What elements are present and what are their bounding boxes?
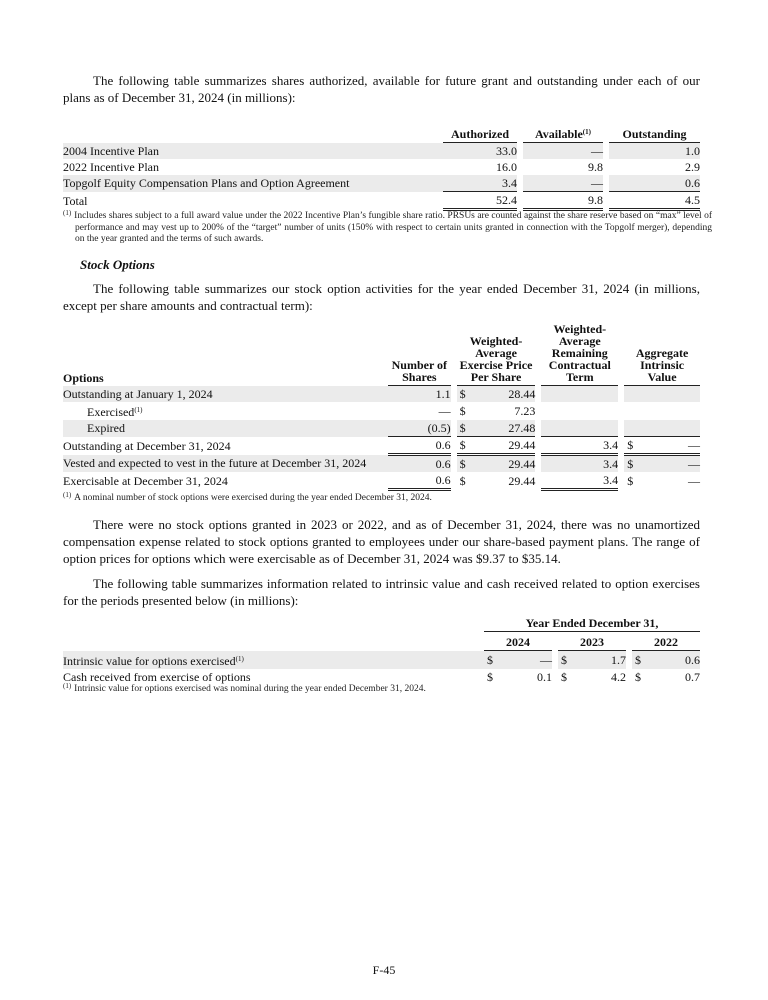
- header-exercise-price: Weighted- Average Exercise Price Per Share: [457, 323, 536, 386]
- header-number-of-shares: Number of Shares: [388, 323, 451, 386]
- header-contractual-term: Weighted- Average Remaining Contractual Term: [541, 323, 618, 386]
- intrinsic-footnote: $^{(1)}$ Intrinsic value for options exercised was nominal during the year ended December 31, 2024.: [63, 682, 426, 694]
- table-row: Cash received from exercise of options $ 0.1 $ 4.2 $ 0.7: [63, 669, 700, 684]
- paragraph-no-grants: There were no stock options granted in 2023 or 2022, and as of December 31, 2024, there was no unamortized compensation expense related to stock options granted to employees under our share-based payment plans. The range of option prices for options which were exercisable as of December 31, 2024 was $9.37 to $35.14.: [63, 517, 700, 566]
- header-intrinsic-value: Aggregate Intrinsic Value: [624, 323, 700, 386]
- intro-paragraph-plans: The following table summarizes shares authorized, available for future grant and outstanding under each of our plans as of December 31, 2024 (in millions):: [63, 73, 700, 105]
- header-authorized: Authorized: [443, 124, 517, 143]
- table-row: 2022 Incentive Plan 16.0 9.8 2.9: [63, 160, 700, 174]
- header-outstanding: Outstanding: [609, 124, 700, 143]
- section-heading-stock-options: Stock Options: [80, 257, 155, 272]
- table-row: Outstanding at December 31, 2024 0.6 $ 29.44 3.4 $ —: [63, 438, 700, 453]
- intro-paragraph-intrinsic: The following table summarizes information related to intrinsic value and cash received related to option exercises for the periods presented below (in millions):: [63, 576, 700, 608]
- table-row: Exercised$^{(1)}$ — $ 7.23: [87, 404, 536, 419]
- intro-paragraph-options: The following table summarizes our stock option activities for the year ended December 31, 2024 (in millions, except per share amounts and contractual term):: [63, 281, 700, 313]
- intrinsic-value-table: [63, 613, 700, 685]
- plans-footnote: $^{(1)}$ Includes shares subject to a full award value under the 2022 Incentive Plan’s fungible share ratio. PRSUs are counted against the share reserve based on “max” level of performance and may vest up to 200% of the “target” number of units (150% with respect to certain units granted in connection with the Topgolf merger), depending on the year granted and the terms of such awards.: [63, 209, 712, 244]
- stock-options-table: [63, 323, 700, 491]
- table-row: Expired (0.5) $ 27.48: [63, 420, 700, 437]
- header-year-2023: 2023: [558, 632, 626, 651]
- table-row: Exercisable at December 31, 2024 0.6 $ 29.44 3.4 $ —: [63, 473, 700, 488]
- header-available: Available$^{(1)}$: [523, 124, 603, 143]
- table-row-total: Total 52.4 9.8 4.5: [63, 193, 700, 208]
- table-row: Vested and expected to vest in the future at December 31, 2024 0.6 $ 29.44 3.4 $ —: [63, 456, 700, 471]
- table-row: Topgolf Equity Compensation Plans and Option Agreement 3.4 — 0.6: [63, 176, 700, 191]
- plans-table: [63, 124, 700, 211]
- table-row: Intrinsic value for options exercised$^{(1)}$ $ — $ 1.7 $ 0.6: [63, 651, 700, 669]
- page-number: F-45: [372, 963, 396, 977]
- header-year-2024: 2024: [484, 632, 552, 651]
- options-footnote: $^{(1)}$ A nominal number of stock options were exercised during the year ended December 31, 2024.: [63, 491, 432, 503]
- header-options: Options: [63, 370, 104, 385]
- table-row: Outstanding at January 1, 2024 1.1 $ 28.44: [63, 386, 700, 403]
- header-year-ended: Year Ended December 31,: [484, 613, 700, 632]
- table-row: 2004 Incentive Plan 33.0 — 1.0: [63, 143, 700, 158]
- header-year-2022: 2022: [632, 632, 700, 651]
